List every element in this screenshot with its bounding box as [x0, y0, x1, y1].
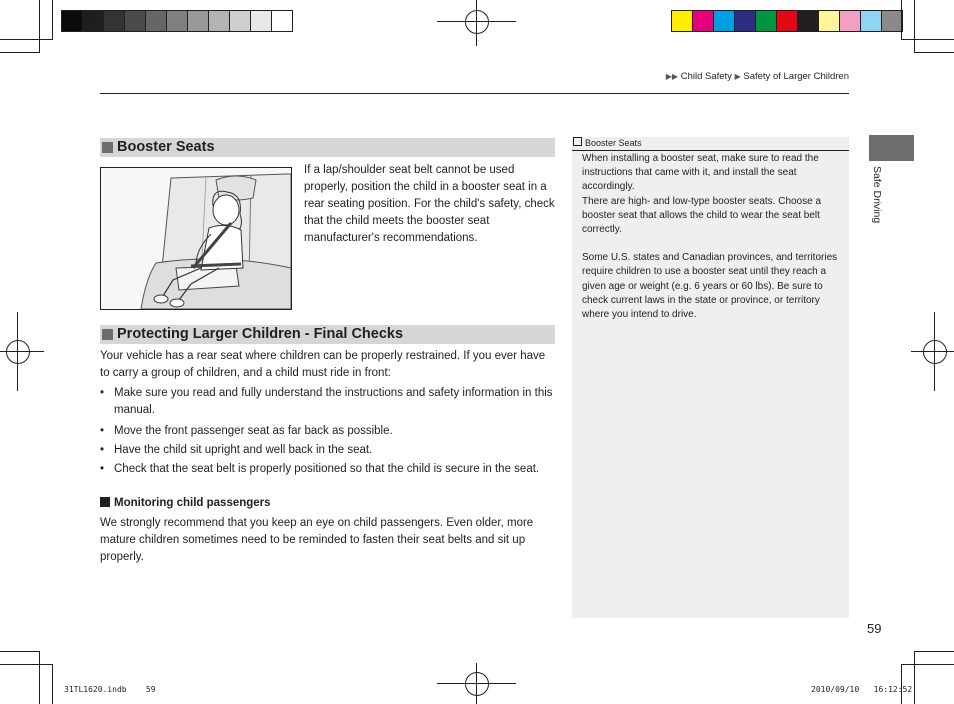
booster-paragraph: If a lap/shoulder seat belt cannot be used properly, position the child in a booster seat in a rear seating position. For the child's safety, check that the child meets the booster seat manufacturer's recommendations. — [304, 164, 555, 244]
triangle-icon: ▶▶ — [665, 72, 679, 81]
gray-swatch — [82, 11, 103, 31]
subheading-monitoring — [100, 497, 271, 509]
note-body — [582, 152, 840, 322]
color-swatch — [692, 11, 713, 31]
heading-square-icon — [102, 142, 113, 153]
color-swatch — [860, 11, 881, 31]
triangle-icon: ▶ — [734, 72, 741, 81]
gray-swatch — [271, 11, 292, 31]
color-swatch — [776, 11, 797, 31]
gray-swatch — [250, 11, 271, 31]
heading-square-icon — [100, 497, 110, 507]
footer-date: 2010/09/10 — [811, 685, 860, 694]
note-title-text: Booster Seats — [585, 138, 642, 148]
breadcrumb-item: Safety of Larger Children — [743, 71, 849, 82]
gray-swatch — [62, 11, 82, 31]
gray-swatch — [229, 11, 250, 31]
color-swatch — [881, 11, 902, 31]
color-swatch — [755, 11, 776, 31]
monitoring-paragraph: We strongly recommend that you keep an eye on child passengers. Even older, more mature children sometimes need to be reminded to fasten their seat belts and sit up properly. — [100, 517, 534, 563]
note-title — [572, 137, 849, 151]
footer-time: 16:12:52 — [873, 685, 913, 694]
note-paragraph: When installing a booster seat, make sure to read the instructions that came with it, and install the seat accordingly. — [582, 153, 819, 193]
final-checks-intro: Your vehicle has a rear seat where children can be properly restrained. If you ever have to carry a group of children, and a child must ride in front: — [100, 350, 546, 379]
gray-swatch — [166, 11, 187, 31]
list-item: • Have the child sit upright and well back in the seat. — [100, 442, 556, 459]
gray-swatch — [124, 11, 145, 31]
heading-text: Booster Seats — [117, 139, 215, 155]
section-heading-final-checks — [100, 325, 555, 344]
breadcrumb-item: Child Safety — [680, 71, 732, 82]
color-swatch — [839, 11, 860, 31]
booster-seat-illustration — [100, 167, 292, 310]
footer-file-page: 59 — [145, 685, 156, 694]
gray-swatch — [145, 11, 166, 31]
heading-text: Protecting Larger Children - Final Checks — [117, 326, 404, 342]
color-swatch — [797, 11, 818, 31]
color-swatch-bar — [671, 10, 903, 32]
list-item: • Check that the seat belt is properly positioned so that the child is secure in the seat. — [100, 461, 556, 478]
section-heading-booster-seats — [100, 138, 555, 157]
gray-swatch-bar — [61, 10, 293, 32]
heading-square-icon — [102, 329, 113, 340]
footer-file-info — [64, 685, 156, 694]
list-item: • Move the front passenger seat as far back as possible. — [100, 423, 556, 440]
color-swatch — [713, 11, 734, 31]
color-swatch — [672, 11, 692, 31]
subheading-text: Monitoring child passengers — [114, 497, 271, 509]
note-paragraph: There are high- and low-type booster seats. Choose a booster seat that allows the child to wear the seat belt correctly. — [582, 195, 822, 236]
note-paragraph: Some U.S. states and Canadian provinces, and territories require children to use a booster seat until they reach a given age or weight (e.g. 6 years or 60 lbs). Be sure to check current laws in the state or province, or territory where you intend to drive. — [582, 252, 838, 321]
breadcrumb — [666, 71, 849, 82]
footer-file: 31TL1620.indb — [64, 685, 127, 694]
color-swatch — [818, 11, 839, 31]
gray-swatch — [103, 11, 124, 31]
header-rule — [100, 93, 849, 94]
child-in-booster-seat-illustration — [101, 168, 291, 309]
gray-swatch — [187, 11, 208, 31]
chapter-tab — [869, 135, 914, 161]
note-icon — [573, 137, 582, 146]
list-item: • Make sure you read and fully understand the instructions and safety information in this manual. — [100, 385, 556, 419]
gray-swatch — [208, 11, 229, 31]
page-number: 59 — [867, 621, 882, 636]
footer-timestamp — [811, 685, 912, 694]
chapter-tab-label: Safe Driving — [871, 166, 883, 224]
final-checks-list — [100, 385, 556, 478]
color-swatch — [734, 11, 755, 31]
